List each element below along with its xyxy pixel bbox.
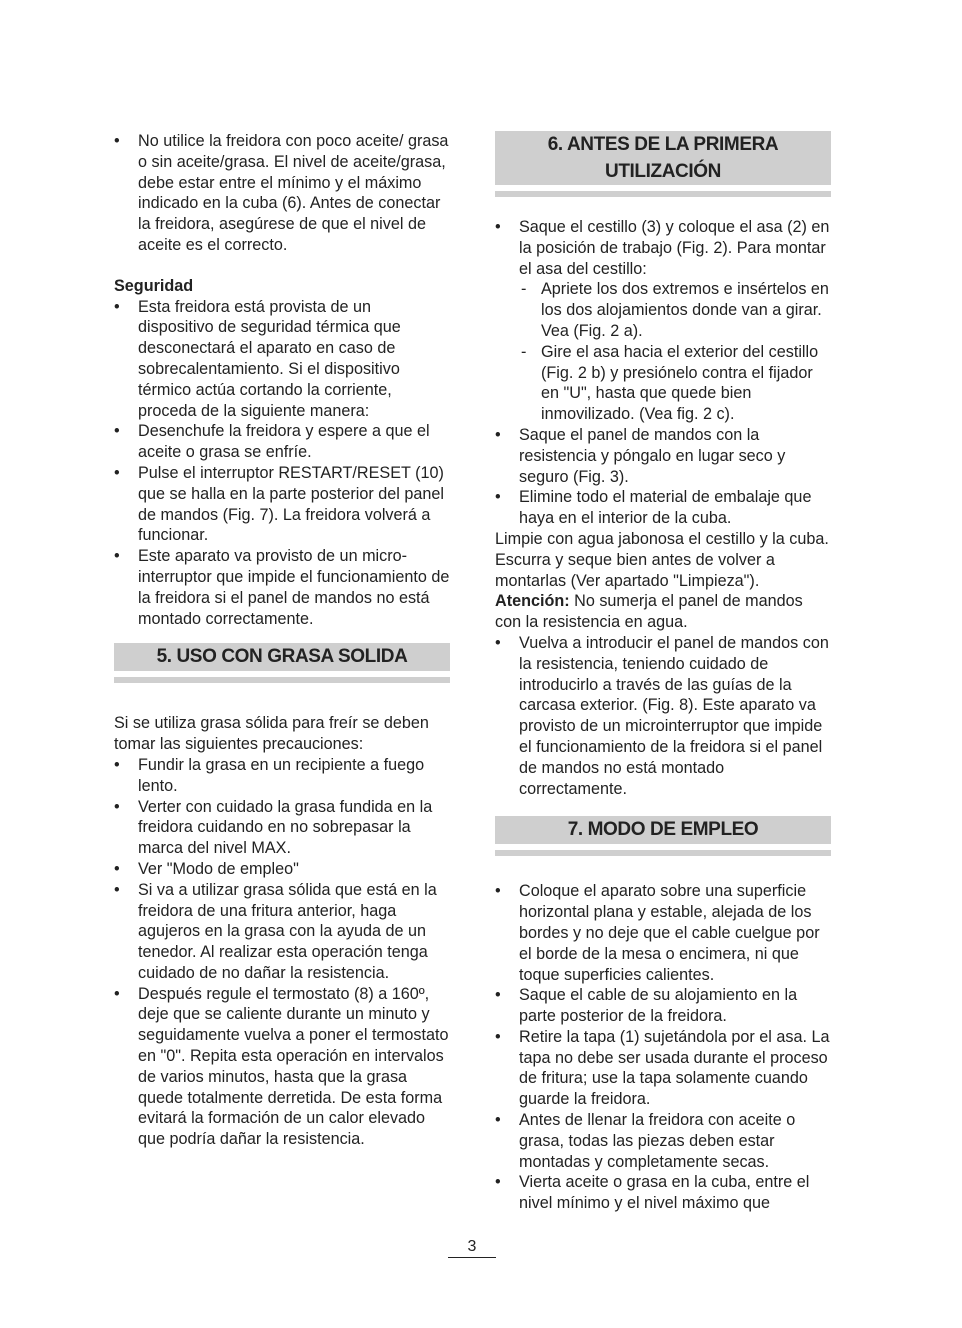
list-item-text: Saque el panel de mandos con la resistencia y póngalo en lugar seco y seguro (Fig. 3).: [519, 425, 786, 486]
page-number: 3: [448, 1237, 496, 1258]
list-item-text: Fundir la grasa en un recipiente a fuego lento.: [138, 755, 425, 795]
list-item: • Retire la tapa (1) sujetándola por el asa. La tapa no debe ser usada durante el proceso de fritura; use la tapa solamente cuando guarde la freidora.: [495, 1027, 830, 1109]
list-item: • Fundir la grasa en un recipiente a fuego lento.: [114, 755, 450, 797]
list-item: • Saque el cestillo (3) y coloque el asa (2) en la posición de trabajo (Fig. 2). Para montar el asa del cestillo:: [495, 218, 830, 278]
list-item-text: Ver "Modo de empleo": [138, 859, 299, 878]
list-item-text: Saque el cable de su alojamiento en la parte posterior de la freidora.: [519, 986, 798, 1026]
section-5-intro: Si se utiliza grasa sólida para freír se deben tomar las siguientes precauciones:: [114, 714, 429, 754]
list-item-text: Verter con cuidado la grasa fundida en la freidora cuidando en no sobrepasar la marca del nivel MAX.: [138, 797, 433, 858]
attention-paragraph: [495, 591, 831, 633]
list-item: • Saque el cable de su alojamiento en la parte posterior de la freidora.: [495, 985, 831, 1027]
section-5-title: 5. USO CON GRASA SOLIDA: [156, 646, 408, 668]
section-6-title-line-1: 6. ANTES DE LA PRIMERA: [547, 134, 779, 155]
list-item: • Ver "Modo de empleo": [114, 859, 450, 880]
section-6-title-line-2: UTILIZACIÓN: [605, 161, 721, 182]
list-item-text: Coloque el aparato sobre una superficie horizontal plana y estable, alejada de los bordes y no deje que el cable cuelgue por el borde de la mesa o encimera, ni que toque superficies calientes.: [519, 882, 820, 984]
section-5-header: [114, 643, 450, 671]
cleaning-paragraph: Limpie con agua jabonosa el cestillo y la cuba. Escurra y seque bien antes de volver a montarlas (Ver apartado "Limpieza").: [495, 529, 829, 590]
right-column: [495, 131, 831, 1214]
list-item: • No utilice la freidora con poco aceite/ grasa o sin aceite/grasa. El nivel de aceite/grasa, debe estar entre el mínimo y el máximo indicado en la cuba (6). Antes de conectar la freidora, asegúrese de que el nivel de aceite es el correcto.: [114, 132, 449, 254]
safety-heading: Seguridad: [114, 276, 194, 295]
list-item: • Elimine todo el material de embalaje que haya en el interior de la cuba.: [495, 487, 831, 529]
list-item-text: Vierta aceite o grasa en la cuba, entre el nivel mínimo y el nivel máximo que: [519, 1173, 810, 1213]
list-item-text: Antes de llenar la freidora con aceite o grasa, todas las piezas deben estar montadas y completamente secas.: [519, 1111, 796, 1171]
list-item: • Verter con cuidado la grasa fundida en la freidora cuidando en no sobrepasar la marca del nivel MAX.: [114, 797, 450, 859]
section-6-header: [495, 131, 831, 185]
list-item-text: Vuelva a introducir el panel de mandos con la resistencia, teniendo cuidado de introducirlo a través de las guías de la carcasa exterior. (Fig. 8). Este aparato va provisto de un microinterruptor que impide el funcionamiento de la freidora si el panel de mandos no está montado correctamente.: [519, 633, 829, 798]
section-7-title: 7. MODO DE EMPLEO: [567, 819, 759, 841]
list-item: • Desenchufe la freidora y espere a que el aceite o grasa se enfríe.: [114, 421, 450, 463]
list-item-text: Este aparato va provisto de un micro-interruptor que impide el funcionamiento de la freidora si el panel de mandos no está montado correctamente.: [138, 547, 450, 628]
left-column: [114, 131, 450, 1150]
list-item-text: Elimine todo el material de embalaje que haya en el interior de la cuba.: [519, 488, 812, 528]
section-7-header: [495, 816, 831, 844]
list-item-text: Si va a utilizar grasa sólida que está en la freidora de una fritura anterior, haga agujeros en la grasa con la ayuda de un tenedor. Al realizar esta operación tenga cuidado de no dañar la resistencia.: [138, 880, 437, 982]
sub-list-item-text: Gire el asa hacia el exterior del cestillo (Fig. 2 b) y presiónelo contra el fijador en "U", hasta que quede bien inmovilizado. (Vea fig. 2 c).: [541, 342, 819, 424]
list-item-text: Esta freidora está provista de un dispositivo de seguridad térmica que desconectará el aparato en caso de sobrecalentamiento. Si el dispositivo térmico actúa cortando la corriente, proceda de la siguiente manera:: [138, 297, 401, 420]
sub-list-item-text: Apriete los dos extremos e insértelos en los dos alojamientos donde van a girar. Vea (Fig. 2 a).: [541, 280, 829, 340]
list-item: • Vuelva a introducir el panel de mandos con la resistencia, teniendo cuidado de introducirlo a través de las guías de la carcasa exterior. (Fig. 8). Este aparato va provisto de un microinterruptor que impide el funcionamiento de la freidora si el panel de mandos no está montado correctamente.: [495, 633, 831, 799]
list-item: • Esta freidora está provista de un dispositivo de seguridad térmica que desconectará el aparato en caso de sobrecalentamiento. Si el dispositivo térmico actúa cortando la corriente, proceda de la siguiente manera:: [114, 297, 450, 422]
attention-text: No sumerja el panel de mandos con la resistencia en agua.: [495, 592, 803, 632]
list-item-text: Retire la tapa (1) sujetándola por el asa. La tapa no debe ser usada durante el proceso de fritura; use la tapa solamente cuando guarde la freidora.: [519, 1027, 830, 1109]
list-item-text: Desenchufe la freidora y espere a que el aceite o grasa se enfríe.: [138, 422, 430, 462]
list-item: • Saque el panel de mandos con la resistencia y póngalo en lugar seco y seguro (Fig. 3).: [495, 425, 831, 487]
list-item: • Vierta aceite o grasa en la cuba, entre el nivel mínimo y el nivel máximo que: [495, 1172, 831, 1214]
list-item: • Coloque el aparato sobre una superficie horizontal plana y estable, alejada de los bordes y no deje que el cable cuelgue por el borde de la mesa o encimera, ni que toque superficies calientes.: [495, 881, 831, 985]
list-item: • Pulse el interruptor RESTART/RESET (10) que se halla en la parte posterior del panel de mandos (Fig. 7). La freidora volverá a funcionar.: [114, 463, 450, 546]
list-item: • Después regule el termostato (8) a 160º, deje que se caliente durante un minuto y seguidamente vuelva a poner el termostato en "0". Repita esta operación en intervalos de varios minutos, hasta que la grasa quede totalmente derretida. De esta forma evitará la formación de un calor elevado que podría dañar la resistencia.: [114, 984, 449, 1149]
list-item-text: Pulse el interruptor RESTART/RESET (10) que se halla en la parte posterior del panel de mandos (Fig. 7). La freidora volverá a funcionar.: [138, 463, 444, 545]
list-item-text: Saque el cestillo (3) y coloque el asa (2) en la posición de trabajo (Fig. 2). Para montar el asa del cestillo:: [519, 218, 830, 278]
list-item: • Si va a utilizar grasa sólida que está en la freidora de una fritura anterior, haga agujeros en la grasa con la ayuda de un tenedor. Al realizar esta operación tenga cuidado de no dañar la resistencia.: [114, 880, 450, 984]
sub-list-item: - Gire el asa hacia el exterior del cestillo (Fig. 2 b) y presiónelo contra el fijador en "U", hasta que quede bien inmovilizado. (Vea fig. 2 c).: [495, 342, 831, 425]
list-item-text: Después regule el termostato (8) a 160º, deje que se caliente durante un minuto y seguidamente vuelva a poner el termostato en "0". Repita esta operación en intervalos de varios minutos, hasta que la grasa quede totalmente derretida. De esta forma evitará la formación de un calor elevado que podría dañar la resistencia.: [138, 984, 449, 1149]
attention-label: Atención:: [495, 592, 570, 611]
list-item: • Este aparato va provisto de un micro-interruptor que impide el funcionamiento de la freidora si el panel de mandos no está montado correctamente.: [114, 547, 450, 628]
intro-bullet-text: No utilice la freidora con poco aceite/ grasa o sin aceite/grasa. El nivel de aceite/grasa, debe estar entre el mínimo y el máximo indicado en la cuba (6). Antes de conectar la freidora, asegúrese de que el nivel de aceite es el correcto.: [138, 132, 449, 254]
list-item: • Antes de llenar la freidora con aceite o grasa, todas las piezas deben estar montadas y completamente secas.: [495, 1110, 831, 1172]
sub-list-item: - Apriete los dos extremos e insértelos en los dos alojamientos donde van a girar. Vea (Fig. 2 a).: [495, 279, 831, 341]
